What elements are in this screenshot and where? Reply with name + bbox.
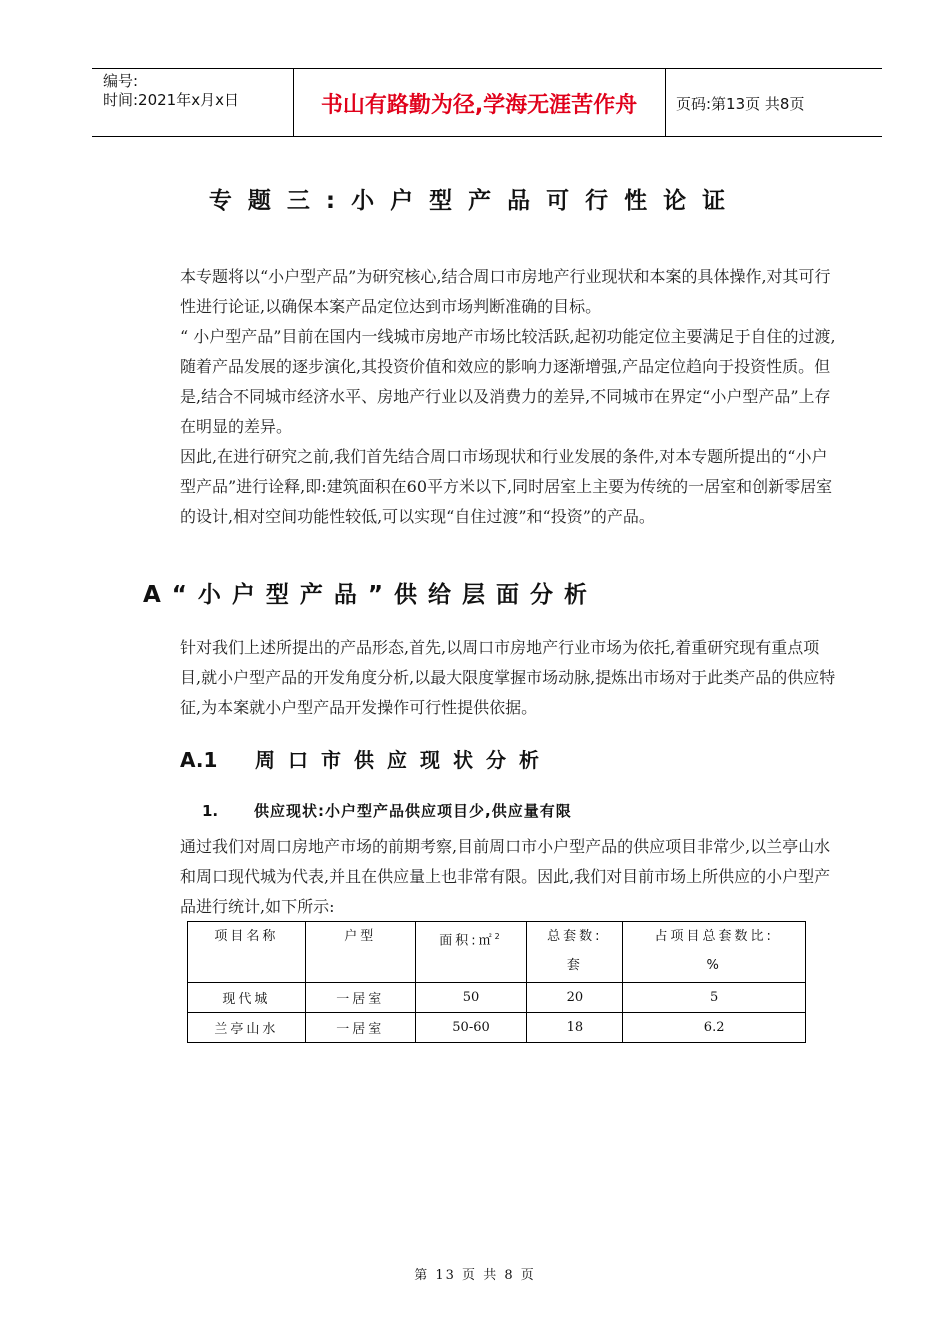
- header-motto: 书山有路勤为径,学海无涯苦作舟: [320, 93, 638, 118]
- header-bottom-rule: [92, 136, 882, 137]
- point-1-heading: [202, 800, 572, 821]
- header-number-label: 编号:: [103, 72, 139, 90]
- intro-paragraph-2: “ 小户型产品”目前在国内一线城市房地产市场比较活跃,起初功能定位主要满足于自住的过渡,随着产品发展的逐步演化,其投资价值和效应的影响力逐渐增强,产品定位趋向于投资性质。但是,结合不同城市经济水平、房地产行业以及消费力的差异,不同城市在界定“小户型产品”上存在明显的差异。: [180, 327, 836, 436]
- cell-name: 现代城: [188, 983, 306, 1013]
- cell-ratio: 5: [623, 983, 806, 1013]
- cell-total: 20: [527, 983, 623, 1013]
- table-row: [188, 983, 806, 1013]
- header-top-rule: [92, 68, 882, 69]
- header-cell-ratio: 占项目总套数比: %: [623, 922, 806, 983]
- header-page-info: 页码:第13页 共8页: [676, 95, 805, 113]
- page-footer: 第 13 页 共 8 页: [414, 1268, 536, 1283]
- cell-area: 50-60: [415, 1013, 527, 1043]
- cell-type: 一居室: [305, 1013, 415, 1043]
- cell-type: 一居室: [305, 983, 415, 1013]
- header-divider-right: [665, 68, 666, 136]
- intro-paragraph-1: 本专题将以“小户型产品”为研究核心,结合周口市房地产行业现状和本案的具体操作,对其可行性进行论证,以确保本案产品定位达到市场判断准确的目标。: [180, 267, 831, 316]
- header-cell-total: 总套数: 套: [527, 922, 623, 983]
- header-cell-name: 项目名称: [188, 922, 306, 983]
- supply-table: [187, 921, 806, 1043]
- point-1-number: 1.: [202, 802, 219, 820]
- cell-name: 兰亭山水: [188, 1013, 306, 1043]
- section-a-paragraph: 针对我们上述所提出的产品形态,首先,以周口市房地产行业市场为依托,着重研究现有重点项目,就小户型产品的开发角度分析,以最大限度掌握市场动脉,提炼出市场对于此类产品的供应特征,为本案就小户型产品开发操作可行性提供依据。: [180, 638, 836, 717]
- area-superscript: 2: [494, 932, 503, 941]
- cell-area: 50: [415, 983, 527, 1013]
- intro-section: [180, 262, 840, 532]
- point-1-paragraph: 通过我们对周口房地产市场的前期考察,目前周口市小户型产品的供应项目非常少,以兰亭山水和周口现代城为代表,并且在供应量上也非常有限。因此,我们对目前市场上所供应的小户型产品进行统计,如下所示:: [180, 837, 831, 916]
- cell-ratio: 6.2: [623, 1013, 806, 1043]
- document-title: 专题三:小户型产品可行性论证: [208, 188, 742, 214]
- header-cell-type: 户型: [305, 922, 415, 983]
- section-a1-label: A.1: [180, 748, 218, 772]
- table-header-row: [188, 922, 806, 983]
- table-row: [188, 1013, 806, 1043]
- section-a-heading: A“小户型产品”供给层面分析: [143, 582, 599, 608]
- header-time: 时间:2021年x月x日: [103, 91, 239, 109]
- point-1-title: 供应现状:小户型产品供应项目少,供应量有限: [254, 802, 572, 820]
- cell-total: 18: [527, 1013, 623, 1043]
- section-a1-title: 周口市供应现状分析: [255, 748, 552, 772]
- header-cell-area: 面积:㎡$^2$: [415, 922, 527, 983]
- intro-paragraph-3: 因此,在进行研究之前,我们首先结合周口市场现状和行业发展的条件,对本专题所提出的“小户型产品”进行诠释,即:建筑面积在60平方米以下,同时居室上主要为传统的一居室和创新零居室的设计,相对空间功能性较低,可以实现“自住过渡”和“投资”的产品。: [180, 447, 833, 526]
- section-a1-heading: [180, 744, 552, 773]
